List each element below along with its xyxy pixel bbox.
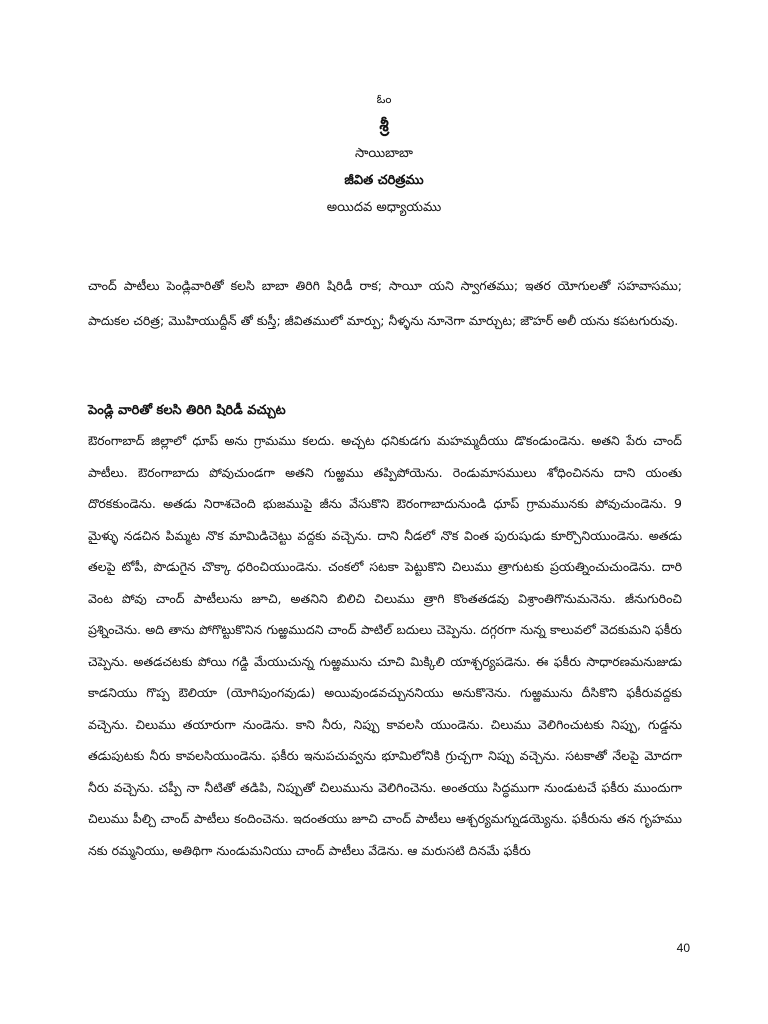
book-subtitle: జీవిత చరిత్రము <box>344 173 424 188</box>
section-body: ఔరంగాబాద్ జిల్లాలో ధూప్ అను గ్రామము కలదు. అచ్చట ధనికుడగు మహమ్మదీయు డొకండుండెను. అతని పేరు చాంద్ పాటీలు. ఔరంగాబాదు పోవుచుండగా అతని గుఱ్ఱము తప్పిపోయెను. రెండుమాసములు శోధించినను దాని యంతు దొరకకుండెను. అతడు నిరాశచెంది భుజముపై జీను వేసుకొని ఔరంగాబాదునుండి ధూప్ గ్రామమునకు పోవుచుండెను. 9 మైళ్ళు నడచిన పిమ్మట నొక మామిడిచెట్టు వద్దకు వచ్చెను. దాని నీడలో నొక వింత పురుషుడు కూర్చొనియుండెను. అతడు తలపై టోపీ, పొడుగైన చొక్కా ధరించియుండెను. చంకలో సటకా పెట్టుకొని చిలుము త్రాగుటకు ప్రయత్నించుచుండెను. దారి వెంట పోవు చాంద్ పాటీలును జూచి, అతనిని బిలిచి చిలుము త్రాగి కొంతతడవు విశ్రాంతిగొనుమనెను. జీనుగురించి ప్రశ్నించెను. అది తాను పోగొట్టుకొనిన గుఱ్ఱముదని చాంద్ పాటిల్ బదులు చెప్పెను. దగ్గరగా నున్న కాలువలో వెదకుమని ఫకీరు చెప్పెను. అతడచటకు పోయి గడ్డి మేయుచున్న గుఱ్ఱమును చూచి మిక్కిలి యాశ్చర్యపడెను. ఈ ఫకీరు సాధారణమనుజుడు కాడనియు గొప్ప ఔలియా (యోగిపుంగవుడు) అయివుండవచ్చుననియు అనుకొనెను. గుఱ్ఱమును దీసికొని ఫకీరువద్దకు వచ్చెను. చిలుము తయారుగా నుండెను. కాని నీరు, నిప్పు కావలసి యుండెను. చిలుము వెలిగించుటకు నిప్పు, గుడ్డను తడుపుటకు నీరు కావలసియుండెను. ఫకీరు ఇనుపచువ్వను భూమిలోనికి గ్రుచ్చగా నిప్పు వచ్చెను. సటకాతో నేలపై మోదగా నీరు వచ్చెను. చప్పీ నా నీటితో తడిపి, నిప్పుతో చిలుమును వెలిగించెను. అంతయు సిద్ధముగా నుండుటచే ఫకీరు ముందుగా చిలుము పీల్చి చాంద్ పాటీలు కందించెను. ఇదంతయు జూచి చాంద్ పాటీలు ఆశ్చర్యమగ్నుడయ్యెను. ఫకీరును తన గృహము నకు రమ్మనియు, అతిథిగా నుండుమనియు చాంద్ పాటీలు వేడెను. ఆ మరుసటి దినమే ఫకీరు <box>88 433 682 858</box>
chapter-summary: చాంద్ పాటీలు పెండ్లివారితో కలసి బాబా తిరిగి షిరిడీ రాక; సాయీ యని స్వాగతము; ఇతర యోగులతో సహవాసము; పాదుకల చరిత్ర; మొహియుద్దీన్ తో కుస్తీ; జీవితములో మార్పు; నీళ్ళను నూనెగా మార్చుట; జౌహర్ అలీ యను కపటగురువు. <box>88 278 682 328</box>
chapter-header <box>0 86 768 221</box>
chapter-title: అయిదవ అధ్యాయము <box>326 200 442 215</box>
sri-invocation: శ్రీ <box>379 116 389 136</box>
om-invocation: ఓం <box>376 92 392 106</box>
book-title: సాయిబాబా <box>355 146 413 161</box>
page-number: 40 <box>676 941 690 955</box>
section-heading: పెండ్లి వారితో కలసి తిరిగి షిరిడీ వచ్చుట <box>88 403 286 418</box>
